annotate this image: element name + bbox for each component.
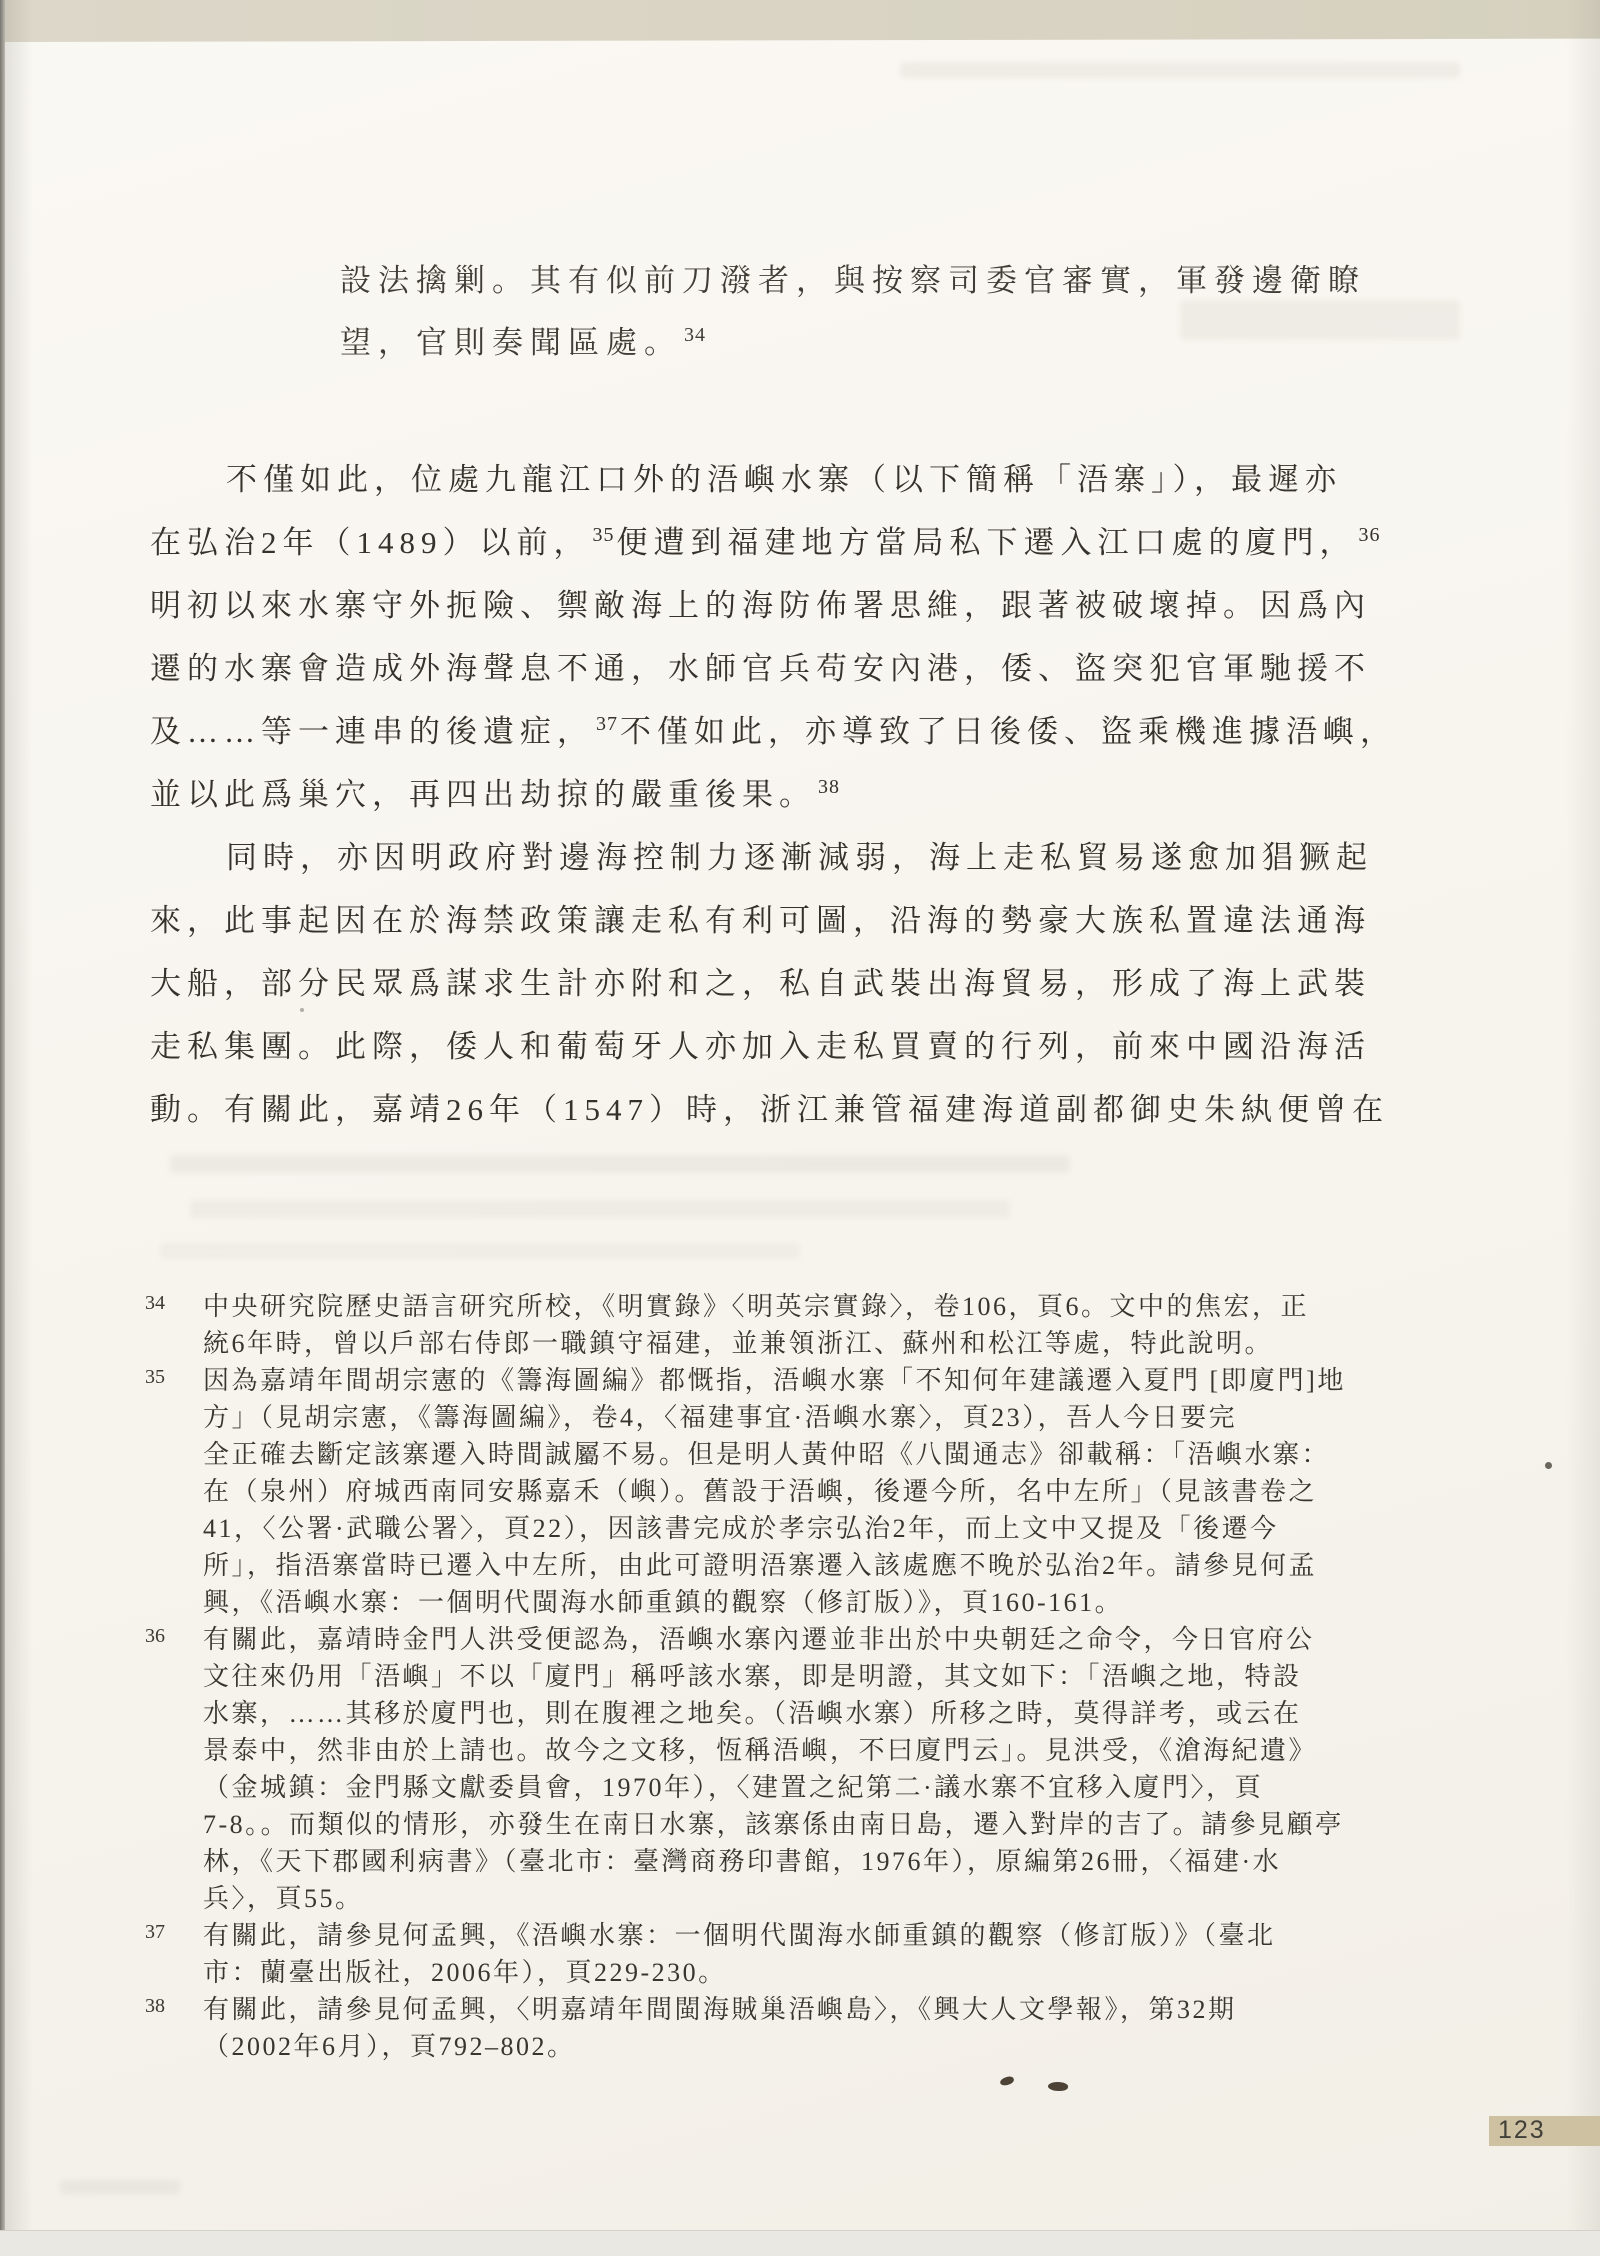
footnote-line: 41，〈公署·武職公署〉，頁22），因該書完成於孝宗弘治2年，而上文中又提及「後遷今 bbox=[203, 1514, 1279, 1543]
footnote-line: 方」（見胡宗憲，《籌海圖編》，卷4，〈福建事宜·浯嶼水寨〉，頁23），吾人今日要完 bbox=[203, 1403, 1238, 1432]
text-run: 動。有關此，嘉靖26年（1547）時，浙江兼管福建海道副都御史朱紈便曾在 bbox=[150, 1092, 1389, 1127]
footnote-ref: 38 bbox=[818, 776, 840, 798]
text-run: 大船，部分民眾爲謀求生計亦附和之，私自武裝出海貿易，形成了海上武裝 bbox=[150, 966, 1371, 1001]
bleed-through-smudge bbox=[900, 62, 1460, 78]
footnote bbox=[145, 1621, 1463, 1917]
footnote-line: 景泰中，然非由於上請也。故今之文移，恆稱浯嶼，不曰廈門云」。見洪受，《滄海紀遺》 bbox=[203, 1736, 1318, 1765]
footnote-line: 7-8。。而類似的情形，亦發生在南日水寨，該寨係由南日島，遷入對岸的吉了。請參見顧亭 bbox=[203, 1810, 1344, 1839]
footnote-line: 文往來仍用「浯嶼」不以「廈門」稱呼該水寨，即是明證，其文如下：「浯嶼之地，特設 bbox=[203, 1662, 1302, 1691]
footnote-line: 全正確去斷定該寨遷入時間誠屬不易。但是明人黃仲昭《八閩通志》卻載稱：「浯嶼水寨： bbox=[203, 1440, 1331, 1469]
paragraph-1 bbox=[150, 448, 1397, 826]
footnote-line: 因為嘉靖年間胡宗憲的《籌海圖編》都慨指，浯嶼水寨「不知何年建議遷入夏門 [即廈門]地 bbox=[203, 1366, 1346, 1395]
text-run: 明初以來水寨守外扼險、禦敵海上的海防佈署思維，跟著被破壞掉。因爲內 bbox=[150, 588, 1371, 623]
text-line bbox=[150, 889, 1371, 952]
text-line bbox=[150, 448, 1360, 511]
text-line bbox=[150, 511, 1381, 574]
text-line bbox=[150, 763, 1360, 826]
text-run: 不僅如此，位處九龍江口外的浯嶼水寨（以下簡稱「浯寨」），最遲亦 bbox=[226, 462, 1342, 497]
footnote-line: 在（泉州）府城西南同安縣嘉禾（嶼）。舊設于浯嶼，後遷今所，名中左所」（見該書卷之 bbox=[203, 1477, 1318, 1506]
footnote-marker: 37 bbox=[145, 1921, 165, 1943]
bleed-through-smudge bbox=[60, 2180, 180, 2194]
text-line bbox=[150, 637, 1371, 700]
footnotes-section bbox=[145, 1288, 1463, 2065]
footnote bbox=[145, 1917, 1463, 1991]
text-run: 遷的水寨會造成外海聲息不通，水師官兵苟安內港，倭、盜突犯官軍馳援不 bbox=[150, 651, 1371, 686]
scan-bottom-edge bbox=[0, 2230, 1600, 2256]
text-run: 便遭到福建地方當局私下遷入江口處的廈門， bbox=[616, 525, 1357, 560]
footnote-marker: 38 bbox=[145, 1995, 165, 2017]
footnote bbox=[145, 1362, 1463, 1621]
text-run: 及……等一連串的後遺症， bbox=[150, 714, 594, 749]
paragraph-2 bbox=[150, 826, 1389, 1141]
footnote-line: 所」，指浯寨當時已遷入中左所，由此可證明浯寨遷入該處應不晚於弘治2年。請參見何孟 bbox=[203, 1551, 1318, 1580]
ink-speck bbox=[1048, 2081, 1069, 2092]
footnote-line: 興，《浯嶼水寨：一個明代閩海水師重鎮的觀察（修訂版）》，頁160-161。 bbox=[203, 1588, 1124, 1617]
footnote-line: 有關此，嘉靖時金門人洪受便認為，浯嶼水寨內遷並非出於中央朝廷之命令，今日官府公 bbox=[203, 1625, 1315, 1654]
text-line bbox=[150, 826, 1373, 889]
footnote-marker: 36 bbox=[145, 1625, 165, 1647]
text-run: 來，此事起因在於海禁政策讓走私有利可圖，沿海的勢豪大族私置違法通海 bbox=[150, 903, 1371, 938]
page-number: 123 bbox=[1498, 2116, 1546, 2144]
footnote bbox=[145, 1991, 1463, 2065]
footnote-line: 統6年時，曾以戶部右侍郎一職鎮守福建，並兼領浙江、蘇州和松江等處，特此說明。 bbox=[203, 1329, 1274, 1358]
footnote-line: 中央研究院歷史語言研究所校，《明實錄》〈明英宗實錄〉，卷106，頁6。文中的焦宏，正 bbox=[203, 1292, 1310, 1321]
main-text bbox=[150, 448, 1397, 1141]
text-line bbox=[150, 700, 1397, 763]
footnote-marker: 35 bbox=[145, 1366, 165, 1388]
footnote-line: 林，《天下郡國利病書》（臺北市：臺灣商務印書館，1976年），原編第26冊，〈福建·水 bbox=[203, 1847, 1282, 1876]
footnote bbox=[145, 1288, 1463, 1362]
text-line bbox=[150, 1078, 1389, 1141]
footnote-line: 有關此，請參見何孟興，〈明嘉靖年間閩海賊巢浯嶼島〉，《興大人文學報》，第32期 bbox=[203, 1995, 1237, 2024]
scan-left-shadow bbox=[5, 0, 33, 2256]
ink-speck bbox=[999, 2076, 1014, 2087]
text-line bbox=[150, 1015, 1371, 1078]
footnote-line: 市：蘭臺出版社，2006年），頁229-230。 bbox=[203, 1958, 727, 1987]
footnote-marker: 34 bbox=[145, 1292, 165, 1314]
footnote-line: （金城鎮：金門縣文獻委員會，1970年），〈建置之紀第二·議水寨不宜移入廈門〉，頁 bbox=[203, 1773, 1264, 1802]
text-run: 同時，亦因明政府對邊海控制力逐漸減弱，海上走私貿易遂愈加猖獗起 bbox=[226, 840, 1373, 875]
page-number-tab bbox=[1489, 2116, 1600, 2146]
text-line bbox=[150, 952, 1371, 1015]
scan-top-edge bbox=[0, 0, 1600, 42]
ink-dot bbox=[300, 1008, 304, 1012]
text-run: 望，官則奏聞區處。 bbox=[340, 325, 682, 360]
text-run: 設法擒剿。其有似前刀潑者，與按察司委官審實，軍發邊衛瞭 bbox=[340, 263, 1366, 298]
footnote-ref: 34 bbox=[684, 324, 706, 346]
ink-dot bbox=[1545, 1462, 1552, 1469]
footnote-line: 兵〉，頁55。 bbox=[203, 1884, 364, 1913]
bleed-through-smudge bbox=[1180, 300, 1460, 340]
text-run: 並以此爲巢穴，再四出劫掠的嚴重後果。 bbox=[150, 777, 816, 812]
scan-right-shadow bbox=[1566, 0, 1600, 2256]
footnote-ref: 37 bbox=[596, 713, 618, 735]
text-line bbox=[150, 574, 1371, 637]
text-run: 在弘治2年（1489）以前， bbox=[150, 525, 591, 560]
footnote-ref: 35 bbox=[592, 524, 615, 546]
footnote-line: （2002年6月），頁792–802。 bbox=[203, 2032, 576, 2061]
bleed-through-smudge bbox=[170, 1155, 1070, 1173]
footnote-line: 有關此，請參見何孟興，《浯嶼水寨：一個明代閩海水師重鎮的觀察（修訂版）》（臺北 bbox=[203, 1921, 1276, 1950]
footnote-line: 水寨，……其移於廈門也，則在腹裡之地矣。（浯嶼水寨）所移之時，莫得詳考，或云在 bbox=[203, 1699, 1302, 1728]
text-run: 走私集團。此際，倭人和葡萄牙人亦加入走私買賣的行列，前來中國沿海活 bbox=[150, 1029, 1371, 1064]
bleed-through-smudge bbox=[190, 1200, 1010, 1218]
text-run: 不僅如此，亦導致了日後倭、盜乘機進據浯嶼， bbox=[620, 714, 1397, 749]
footnote-ref: 36 bbox=[1358, 524, 1381, 546]
bleed-through-smudge bbox=[160, 1243, 800, 1259]
